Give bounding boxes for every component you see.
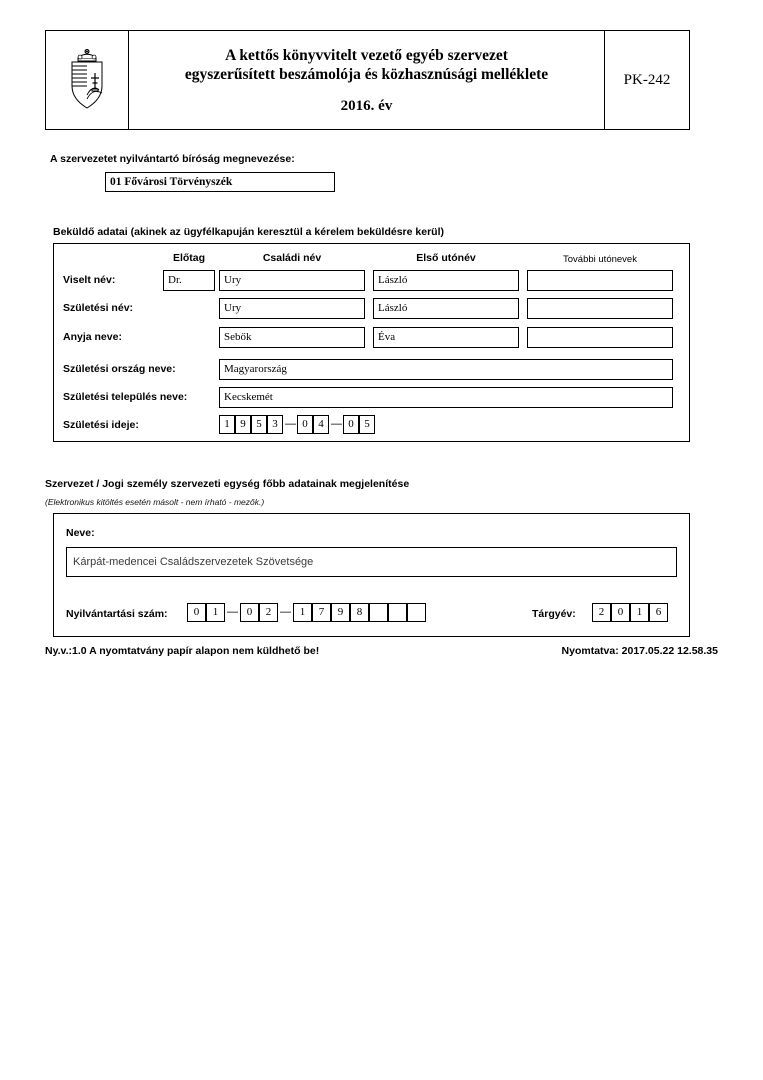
registration-separator-1: —	[227, 606, 238, 618]
input-mother-name-first-given[interactable]: Éva	[373, 327, 519, 348]
birth-date-year-digit-1[interactable]: 1	[219, 415, 235, 434]
footer-version-note: Ny.v.:1.0 A nyomtatvány papír alapon nem küldhető be!	[45, 645, 320, 657]
registration-g2-digit-2: 2	[259, 603, 278, 622]
hungarian-coat-of-arms-icon	[66, 49, 108, 111]
input-used-name-further-given[interactable]	[527, 270, 673, 291]
row-label-mother-name: Anyja neve:	[63, 331, 122, 343]
input-birth-country[interactable]: Magyarország	[219, 359, 673, 380]
registration-g2-digit-1: 0	[240, 603, 259, 622]
subject-year-digit-2: 0	[611, 603, 630, 622]
form-code: PK-242	[623, 71, 671, 88]
registration-g3-digit-1: 1	[293, 603, 312, 622]
organisation-name-value: Kárpát-medencei Családszervezetek Szövetsége	[66, 547, 677, 577]
organisation-block	[53, 513, 690, 637]
form-title-line1: A kettős könyvvitelt vezető egyéb szervezet	[225, 46, 508, 64]
sender-section-label: Beküldő adatai (akinek az ügyfélkapuján keresztül a kérelem beküldésre kerül)	[53, 226, 444, 238]
column-header-family-name: Családi név	[262, 252, 322, 264]
registration-g3-digit-2: 7	[312, 603, 331, 622]
crest-cell	[46, 31, 129, 129]
input-birth-name-family[interactable]: Ury	[219, 298, 365, 319]
input-birth-name-first-given[interactable]: László	[373, 298, 519, 319]
registration-g4-digit-3	[407, 603, 426, 622]
input-used-name-prefix[interactable]: Dr.	[163, 270, 215, 291]
organisation-section-label: Szervezet / Jogi személy szervezeti egység főbb adatainak megjelenítése	[45, 478, 410, 490]
row-label-used-name: Viselt név:	[63, 274, 116, 286]
row-label-birth-country: Születési ország neve:	[63, 363, 176, 375]
registration-g3-digit-3: 9	[331, 603, 350, 622]
subject-year-digit-1: 2	[592, 603, 611, 622]
registration-separator-2: —	[280, 606, 291, 618]
court-input[interactable]: 01 Fővárosi Törvényszék	[105, 172, 335, 192]
birth-date-day-digit-1[interactable]: 0	[343, 415, 359, 434]
subject-year-digit-3: 1	[630, 603, 649, 622]
organisation-name-label: Neve:	[66, 527, 95, 539]
court-label: A szervezetet nyilvántartó bíróság megnevezése:	[50, 153, 295, 165]
input-mother-name-further-given[interactable]	[527, 327, 673, 348]
form-header	[45, 30, 690, 130]
registration-g1-digit-1: 0	[187, 603, 206, 622]
subject-year-label: Tárgyév:	[532, 608, 576, 620]
birth-date-year-digit-2[interactable]: 9	[235, 415, 251, 434]
birth-date-month-digit-1[interactable]: 0	[297, 415, 313, 434]
form-title	[129, 31, 605, 129]
row-label-birth-date: Születési ideje:	[63, 419, 139, 431]
birth-date-separator-2: —	[331, 418, 342, 430]
birth-date-separator-1: —	[285, 418, 296, 430]
footer-print-timestamp: Nyomtatva: 2017.05.22 12.58.35	[561, 645, 718, 657]
registration-number-label: Nyilvántartási szám:	[66, 608, 168, 620]
input-used-name-family[interactable]: Ury	[219, 270, 365, 291]
registration-g4-digit-1	[369, 603, 388, 622]
form-title-year: 2016. év	[340, 97, 393, 114]
row-label-birth-place: Születési település neve:	[63, 391, 188, 403]
input-birth-name-further-given[interactable]	[527, 298, 673, 319]
birth-date-year-digit-4[interactable]: 3	[267, 415, 283, 434]
registration-g1-digit-2: 1	[206, 603, 225, 622]
birth-date-day-digit-2[interactable]: 5	[359, 415, 375, 434]
organisation-section-note: (Elektronikus kitöltés esetén másolt - nem írható - mezők.)	[45, 497, 265, 507]
input-birth-place[interactable]: Kecskemét	[219, 387, 673, 408]
registration-g3-digit-4: 8	[350, 603, 369, 622]
input-used-name-first-given[interactable]: László	[373, 270, 519, 291]
registration-g4-digit-2	[388, 603, 407, 622]
column-header-further-given-names: További utónevek	[563, 254, 637, 265]
column-header-prefix: Előtag	[172, 252, 206, 264]
form-title-line2: egyszerűsített beszámolója és közhasznúsági melléklete	[184, 65, 549, 83]
birth-date-month-digit-2[interactable]: 4	[313, 415, 329, 434]
row-label-birth-name: Születési név:	[63, 302, 134, 314]
column-header-first-given-name: Első utónév	[416, 252, 476, 264]
subject-year-digit-4: 6	[649, 603, 668, 622]
birth-date-year-digit-3[interactable]: 5	[251, 415, 267, 434]
input-mother-name-family[interactable]: Sebők	[219, 327, 365, 348]
